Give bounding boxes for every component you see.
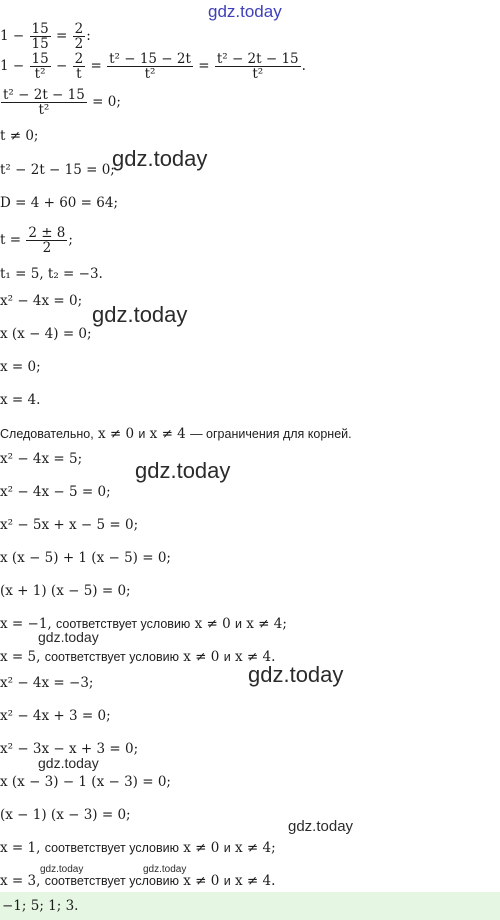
equation-line: x² − 5x + x − 5 = 0;: [0, 517, 139, 533]
equation-line: t ≠ 0;: [0, 128, 39, 144]
watermark: gdz.today: [248, 662, 344, 687]
equation-line: t₁ = 5, t₂ = −3.: [0, 266, 103, 282]
equation-line: $\frac{\text{t² − 2t − 15}}{\text{t²}}$ = 0;: [3, 87, 121, 118]
root-check-line: x = 5, соответствует условию x ≠ 0 и x ≠ 4.: [0, 649, 276, 665]
equation-line: t² − 2t − 15 = 0;: [0, 162, 115, 178]
answer-box: [0, 892, 500, 920]
equation-line: x² − 3x − x + 3 = 0;: [0, 741, 139, 757]
root-check-line: x = 3, соответствует условию x ≠ 0 и x ≠ 4.: [0, 873, 276, 889]
root-check-line: x = 1, соответствует условию x ≠ 0 и x ≠ 4;: [0, 840, 276, 856]
equation-line: x = 4.: [0, 392, 41, 408]
equation-line: 1 − $\frac{15}{15}$ = $\frac{2}{2}$ :: [0, 21, 91, 52]
equation-line: x = 0;: [0, 359, 41, 375]
watermark: gdz.today: [135, 458, 231, 483]
watermark: gdz.today: [38, 755, 99, 771]
equation-line: (x + 1) (x − 5) = 0;: [0, 583, 131, 599]
watermark: gdz.today: [112, 146, 208, 171]
conclusion-line: Следовательно, x ≠ 0 и x ≠ 4 — ограничения для корней.: [0, 426, 352, 442]
watermark: gdz.today: [288, 818, 354, 835]
root-check-line: x = −1, соответствует условию x ≠ 0 и x ≠ 4;: [0, 616, 287, 632]
answer-text: −1; 5; 1; 3.: [2, 898, 79, 914]
watermark: gdz.today: [143, 864, 187, 875]
equation-line: x (x − 4) = 0;: [0, 326, 92, 342]
equation-line: x² − 4x − 5 = 0;: [0, 484, 111, 500]
equation-line: x (x − 3) − 1 (x − 3) = 0;: [0, 774, 171, 790]
equation-line: x² − 4x = 0;: [0, 293, 83, 309]
watermark: gdz.today: [92, 302, 188, 327]
equation-line: x² − 4x = 5;: [0, 451, 83, 467]
watermark: gdz.today: [38, 629, 99, 645]
equation-line: x² − 4x = −3;: [0, 675, 94, 691]
equation-line: D = 4 + 60 = 64;: [0, 195, 118, 211]
equation-line: x (x − 5) + 1 (x − 5) = 0;: [0, 550, 171, 566]
equation-line: x² − 4x + 3 = 0;: [0, 708, 111, 724]
watermark: gdz.today: [208, 2, 282, 21]
watermark: gdz.today: [40, 864, 84, 875]
equation-line: t = $\frac{2 \pm 8}{2}$ ;: [0, 225, 73, 256]
equation-line: (x − 1) (x − 3) = 0;: [0, 807, 131, 823]
equation-line: 1 − $\frac{15}{\text{t²}}$ − $\frac{2}{t}$ = $\frac{\text{t² − 15 − 2t}}{\text{t²}}$ = $\frac{\text{t² − 2t − 15}}{\text{t²}}$ .: [0, 51, 306, 82]
